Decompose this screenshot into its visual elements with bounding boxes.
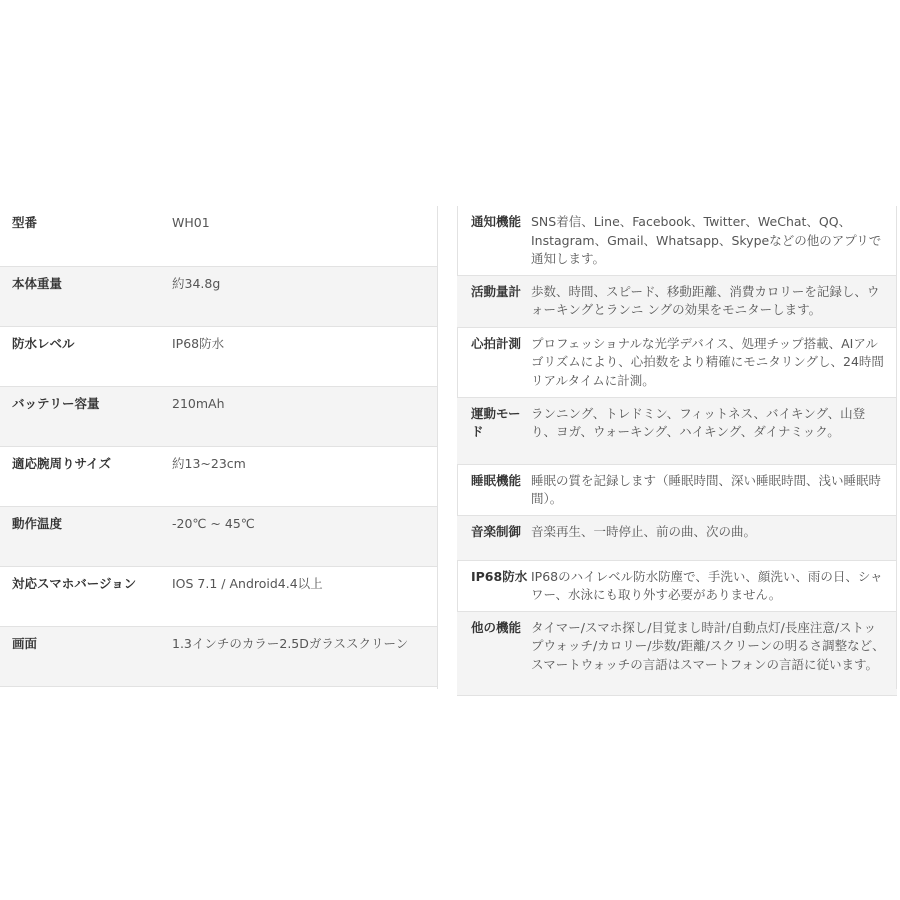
feature-value: ランニング、トレドミン、フィットネス、バイキング、山登り、ヨガ、ウォーキング、ハイキング、ダイナミック。	[531, 397, 897, 464]
feature-label: 他の機能	[457, 611, 531, 695]
table-divider	[896, 206, 897, 689]
feature-row-heart-rate	[457, 327, 897, 397]
spec-value: 210mAh	[172, 386, 437, 446]
feature-row-sleep	[457, 464, 897, 515]
spec-row-waterproof	[0, 326, 437, 386]
spec-value: 約34.8g	[172, 266, 437, 326]
table-divider	[437, 206, 438, 689]
spec-value: 1.3インチのカラー2.5Dガラススクリーン	[172, 626, 437, 686]
feature-row-notification	[457, 206, 897, 275]
spec-row-os-version	[0, 566, 437, 626]
feature-label: 運動モード	[457, 397, 531, 464]
spec-value: WH01	[172, 215, 210, 230]
feature-label: 睡眠機能	[471, 472, 522, 488]
spec-value: IOS 7.1 / Android4.4以上	[172, 575, 323, 591]
feature-row-other	[457, 611, 897, 695]
feature-value: IP68のハイレベル防水防塵で、手洗い、顔洗い、雨の日、シャワー、水泳にも取り外す必要がありません。	[531, 568, 883, 602]
spec-row-screen	[0, 626, 437, 686]
feature-label: 心拍計測	[471, 335, 522, 351]
spec-label: 動作温度	[0, 506, 172, 566]
feature-label: 通知機能	[471, 214, 522, 229]
spec-row-temperature	[0, 506, 437, 566]
feature-value: タイマー/スマホ探し/目覚まし時計/自動点灯/長座注意/ストップウォッチ/カロリー/歩数/距離/スクリーンの明るさ調整など、スマートウォッチの言語はスマートフォンの言語に従います。	[531, 611, 897, 695]
feature-row-music	[457, 515, 897, 560]
spec-row-weight	[0, 266, 437, 326]
feature-label: 活動量計	[457, 275, 531, 327]
spec-label: 画面	[0, 626, 172, 686]
spec-label: 型番	[12, 215, 38, 230]
spec-label: 本体重量	[0, 266, 172, 326]
spec-row-model	[0, 206, 437, 266]
spec-label: 対応スマホバージョン	[12, 575, 137, 591]
spec-value: IP68防水	[172, 335, 225, 351]
spec-label: 防水レベル	[12, 335, 75, 351]
basic-spec-table	[0, 206, 437, 687]
spec-value: -20℃ ~ 45℃	[172, 506, 437, 566]
feature-spec-table	[457, 206, 897, 696]
feature-value: 睡眠の質を記録します（睡眠時間、深い睡眠時間、浅い睡眠時間）。	[531, 472, 882, 506]
feature-value: 音楽再生、一時停止、前の曲、次の曲。	[531, 515, 897, 560]
spec-label: バッテリー容量	[0, 386, 172, 446]
spec-value: 約13~23cm	[172, 455, 246, 471]
feature-value: SNS着信、Line、Facebook、Twitter、WeChat、QQ、Instagram、Gmail、Whatsapp、Skypeなどの他のアプリで通知します。	[531, 214, 882, 266]
feature-value: プロフェッショナルな光学デバイス、処理チップ搭載、AIアルゴリズムにより、心拍数をより精確にモニタリングし、24時間リアルタイムに計測。	[531, 335, 884, 388]
feature-label: IP68防水	[471, 568, 528, 584]
spec-row-wrist-size	[0, 446, 437, 506]
feature-row-activity	[457, 275, 897, 327]
spec-label: 適応腕周りサイズ	[12, 455, 112, 471]
spec-row-battery	[0, 386, 437, 446]
feature-value: 歩数、時間、スピード、移動距離、消費カロリーを記録し、ウォーキングとランニ ングの効果をモニターします。	[531, 275, 897, 327]
feature-label: 音楽制御	[457, 515, 531, 560]
feature-row-sport-mode	[457, 397, 897, 464]
feature-row-waterproof	[457, 560, 897, 611]
